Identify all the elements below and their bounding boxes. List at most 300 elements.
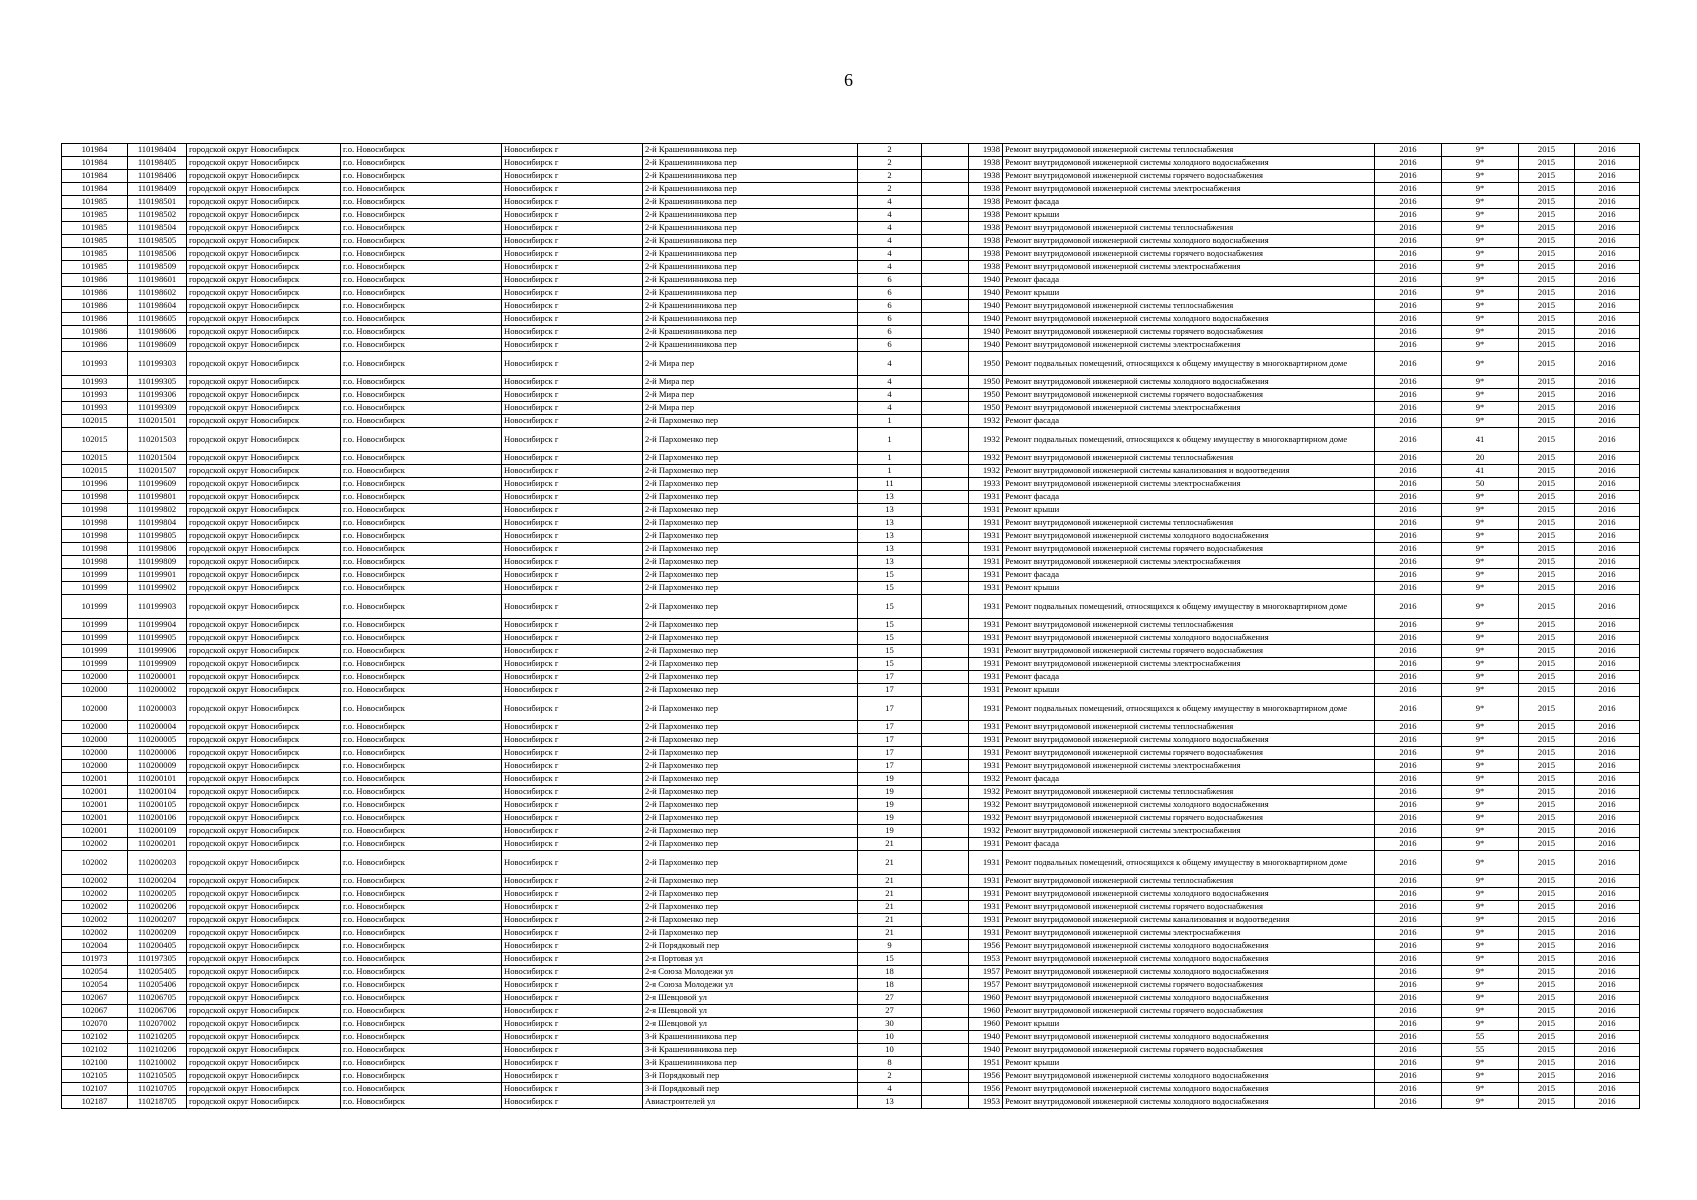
start-year-cell: 2015 [1519,747,1575,760]
building-cell [922,1031,969,1044]
district-cell: г.о. Новосибирск [341,543,502,556]
end-year-cell: 2016 [1575,851,1640,875]
build-year-cell: 1931 [969,582,1003,595]
build-year-cell: 1940 [969,313,1003,326]
plan-year-cell: 2016 [1375,261,1442,274]
municipality-cell: городской округ Новосибирск [187,157,341,170]
end-year-cell: 2016 [1575,465,1640,478]
work-id-cell: 110199903 [128,595,187,619]
build-year-cell: 1940 [969,326,1003,339]
city-cell: Новосибирск г [502,530,643,543]
house-id-cell: 102015 [62,428,128,452]
municipality-cell: городской округ Новосибирск [187,556,341,569]
table-row [62,183,1640,196]
work-id-cell: 110198501 [128,196,187,209]
house-id-cell: 101993 [62,352,128,376]
house-number-cell: 18 [858,979,922,992]
street-cell: 2-й Мира пер [643,376,858,389]
plan-year-cell: 2016 [1375,415,1442,428]
note-cell: 9* [1442,888,1519,901]
build-year-cell: 1951 [969,1057,1003,1070]
start-year-cell: 2015 [1519,875,1575,888]
plan-year-cell: 2016 [1375,504,1442,517]
start-year-cell: 2015 [1519,517,1575,530]
district-cell: г.о. Новосибирск [341,402,502,415]
note-cell: 9* [1442,402,1519,415]
city-cell: Новосибирск г [502,376,643,389]
end-year-cell: 2016 [1575,478,1640,491]
plan-year-cell: 2016 [1375,812,1442,825]
municipality-cell: городской округ Новосибирск [187,799,341,812]
work-type-cell: Ремонт внутридомовой инженерной системы электроснабжения [1003,339,1375,352]
note-cell: 9* [1442,684,1519,697]
street-cell: 2-й Мира пер [643,352,858,376]
table-row [62,376,1640,389]
plan-year-cell: 2016 [1375,402,1442,415]
end-year-cell: 2016 [1575,875,1640,888]
street-cell: 2-й Пархоменко пер [643,452,858,465]
start-year-cell: 2015 [1519,1005,1575,1018]
house-id-cell: 102001 [62,825,128,838]
build-year-cell: 1938 [969,222,1003,235]
build-year-cell: 1938 [969,144,1003,157]
build-year-cell: 1957 [969,979,1003,992]
build-year-cell: 1931 [969,927,1003,940]
end-year-cell: 2016 [1575,543,1640,556]
house-number-cell: 18 [858,966,922,979]
end-year-cell: 2016 [1575,992,1640,1005]
city-cell: Новосибирск г [502,274,643,287]
build-year-cell: 1938 [969,261,1003,274]
end-year-cell: 2016 [1575,1096,1640,1109]
note-cell: 9* [1442,966,1519,979]
table-row [62,773,1640,786]
note-cell: 41 [1442,428,1519,452]
building-cell [922,389,969,402]
house-id-cell: 101998 [62,556,128,569]
work-type-cell: Ремонт внутридомовой инженерной системы холодного водоснабжения [1003,1031,1375,1044]
city-cell: Новосибирск г [502,352,643,376]
plan-year-cell: 2016 [1375,595,1442,619]
plan-year-cell: 2016 [1375,300,1442,313]
district-cell: г.о. Новосибирск [341,428,502,452]
city-cell: Новосибирск г [502,595,643,619]
build-year-cell: 1940 [969,1031,1003,1044]
note-cell: 9* [1442,274,1519,287]
plan-year-cell: 2016 [1375,1044,1442,1057]
house-number-cell: 10 [858,1044,922,1057]
building-cell [922,569,969,582]
work-type-cell: Ремонт внутридомовой инженерной системы теплоснабжения [1003,300,1375,313]
municipality-cell: городской округ Новосибирск [187,452,341,465]
note-cell: 9* [1442,196,1519,209]
house-id-cell: 101996 [62,478,128,491]
district-cell: г.о. Новосибирск [341,170,502,183]
house-number-cell: 15 [858,645,922,658]
end-year-cell: 2016 [1575,326,1640,339]
municipality-cell: городской округ Новосибирск [187,940,341,953]
table-row [62,1018,1640,1031]
house-number-cell: 21 [858,914,922,927]
district-cell: г.о. Новосибирск [341,491,502,504]
plan-year-cell: 2016 [1375,352,1442,376]
start-year-cell: 2015 [1519,671,1575,684]
house-number-cell: 1 [858,428,922,452]
table-row [62,747,1640,760]
start-year-cell: 2015 [1519,1031,1575,1044]
plan-year-cell: 2016 [1375,389,1442,402]
end-year-cell: 2016 [1575,838,1640,851]
end-year-cell: 2016 [1575,556,1640,569]
house-id-cell: 101986 [62,326,128,339]
district-cell: г.о. Новосибирск [341,734,502,747]
house-number-cell: 17 [858,671,922,684]
building-cell [922,530,969,543]
note-cell: 9* [1442,619,1519,632]
note-cell: 9* [1442,376,1519,389]
house-id-cell: 102015 [62,465,128,478]
end-year-cell: 2016 [1575,773,1640,786]
table-row [62,582,1640,595]
city-cell: Новосибирск г [502,888,643,901]
start-year-cell: 2015 [1519,838,1575,851]
building-cell [922,697,969,721]
municipality-cell: городской округ Новосибирск [187,1044,341,1057]
work-id-cell: 110200101 [128,773,187,786]
work-type-cell: Ремонт фасада [1003,671,1375,684]
end-year-cell: 2016 [1575,747,1640,760]
house-id-cell: 101999 [62,582,128,595]
municipality-cell: городской округ Новосибирск [187,1070,341,1083]
house-id-cell: 102015 [62,452,128,465]
house-id-cell: 102001 [62,786,128,799]
street-cell: 2-й Пархоменко пер [643,517,858,530]
municipality-cell: городской округ Новосибирск [187,428,341,452]
table-row [62,1005,1640,1018]
start-year-cell: 2015 [1519,734,1575,747]
plan-year-cell: 2016 [1375,222,1442,235]
note-cell: 9* [1442,222,1519,235]
table-row [62,992,1640,1005]
house-id-cell: 101998 [62,517,128,530]
plan-year-cell: 2016 [1375,1096,1442,1109]
district-cell: г.о. Новосибирск [341,773,502,786]
build-year-cell: 1931 [969,888,1003,901]
district-cell: г.о. Новосибирск [341,1096,502,1109]
street-cell: 2-й Крашенинникова пер [643,235,858,248]
plan-year-cell: 2016 [1375,747,1442,760]
building-cell [922,940,969,953]
house-number-cell: 17 [858,697,922,721]
work-id-cell: 110198405 [128,157,187,170]
house-number-cell: 4 [858,222,922,235]
city-cell: Новосибирск г [502,619,643,632]
start-year-cell: 2015 [1519,556,1575,569]
district-cell: г.о. Новосибирск [341,851,502,875]
municipality-cell: городской округ Новосибирск [187,838,341,851]
municipality-cell: городской округ Новосибирск [187,415,341,428]
city-cell: Новосибирск г [502,556,643,569]
building-cell [922,953,969,966]
building-cell [922,1083,969,1096]
street-cell: 2-й Пархоменко пер [643,569,858,582]
city-cell: Новосибирск г [502,825,643,838]
municipality-cell: городской округ Новосибирск [187,235,341,248]
plan-year-cell: 2016 [1375,851,1442,875]
work-id-cell: 110205405 [128,966,187,979]
city-cell: Новосибирск г [502,1083,643,1096]
end-year-cell: 2016 [1575,183,1640,196]
municipality-cell: городской округ Новосибирск [187,825,341,838]
build-year-cell: 1931 [969,914,1003,927]
end-year-cell: 2016 [1575,901,1640,914]
plan-year-cell: 2016 [1375,274,1442,287]
street-cell: 2-й Пархоменко пер [643,645,858,658]
house-number-cell: 4 [858,1083,922,1096]
building-cell [922,671,969,684]
street-cell: 2-й Пархоменко пер [643,851,858,875]
building-cell [922,504,969,517]
district-cell: г.о. Новосибирск [341,287,502,300]
house-number-cell: 2 [858,183,922,196]
work-id-cell: 110199303 [128,352,187,376]
building-cell [922,415,969,428]
street-cell: 2-й Пархоменко пер [643,734,858,747]
start-year-cell: 2015 [1519,773,1575,786]
district-cell: г.о. Новосибирск [341,1018,502,1031]
plan-year-cell: 2016 [1375,1018,1442,1031]
plan-year-cell: 2016 [1375,326,1442,339]
district-cell: г.о. Новосибирск [341,313,502,326]
house-id-cell: 102067 [62,992,128,1005]
city-cell: Новосибирск г [502,1044,643,1057]
table-row [62,734,1640,747]
note-cell: 9* [1442,300,1519,313]
street-cell: 2-я Союза Молодежи ул [643,966,858,979]
house-number-cell: 6 [858,300,922,313]
plan-year-cell: 2016 [1375,1083,1442,1096]
plan-year-cell: 2016 [1375,953,1442,966]
work-type-cell: Ремонт фасада [1003,274,1375,287]
district-cell: г.о. Новосибирск [341,1031,502,1044]
start-year-cell: 2015 [1519,248,1575,261]
work-type-cell: Ремонт внутридомовой инженерной системы холодного водоснабжения [1003,1070,1375,1083]
house-number-cell: 4 [858,196,922,209]
work-type-cell: Ремонт фасада [1003,196,1375,209]
note-cell: 9* [1442,734,1519,747]
house-id-cell: 102000 [62,684,128,697]
start-year-cell: 2015 [1519,812,1575,825]
building-cell [922,979,969,992]
municipality-cell: городской округ Новосибирск [187,465,341,478]
note-cell: 9* [1442,352,1519,376]
house-id-cell: 102002 [62,888,128,901]
house-number-cell: 19 [858,825,922,838]
work-type-cell: Ремонт внутридомовой инженерной системы холодного водоснабжения [1003,734,1375,747]
house-id-cell: 102000 [62,734,128,747]
plan-year-cell: 2016 [1375,697,1442,721]
end-year-cell: 2016 [1575,144,1640,157]
city-cell: Новосибирск г [502,144,643,157]
work-type-cell: Ремонт крыши [1003,287,1375,300]
build-year-cell: 1950 [969,352,1003,376]
work-id-cell: 110200009 [128,760,187,773]
table-row [62,209,1640,222]
district-cell: г.о. Новосибирск [341,760,502,773]
start-year-cell: 2015 [1519,313,1575,326]
house-id-cell: 101984 [62,144,128,157]
building-cell [922,196,969,209]
end-year-cell: 2016 [1575,491,1640,504]
municipality-cell: городской округ Новосибирск [187,1018,341,1031]
house-number-cell: 15 [858,658,922,671]
district-cell: г.о. Новосибирск [341,376,502,389]
district-cell: г.о. Новосибирск [341,261,502,274]
table-row [62,402,1640,415]
house-number-cell: 4 [858,389,922,402]
building-cell [922,248,969,261]
start-year-cell: 2015 [1519,786,1575,799]
house-id-cell: 101984 [62,157,128,170]
municipality-cell: городской округ Новосибирск [187,851,341,875]
street-cell: 2-я Союза Молодежи ул [643,979,858,992]
street-cell: 2-й Пархоменко пер [643,901,858,914]
end-year-cell: 2016 [1575,376,1640,389]
district-cell: г.о. Новосибирск [341,248,502,261]
end-year-cell: 2016 [1575,721,1640,734]
municipality-cell: городской округ Новосибирск [187,992,341,1005]
note-cell: 9* [1442,313,1519,326]
city-cell: Новосибирск г [502,927,643,940]
plan-year-cell: 2016 [1375,376,1442,389]
end-year-cell: 2016 [1575,504,1640,517]
table-row [62,1044,1640,1057]
city-cell: Новосибирск г [502,734,643,747]
municipality-cell: городской округ Новосибирск [187,287,341,300]
work-id-cell: 110198604 [128,300,187,313]
city-cell: Новосибирск г [502,838,643,851]
street-cell: 2-й Пархоменко пер [643,773,858,786]
house-id-cell: 101984 [62,183,128,196]
work-type-cell: Ремонт внутридомовой инженерной системы электроснабжения [1003,402,1375,415]
house-number-cell: 21 [858,875,922,888]
building-cell [922,287,969,300]
municipality-cell: городской округ Новосибирск [187,773,341,786]
work-id-cell: 110199805 [128,530,187,543]
street-cell: 2-й Пархоменко пер [643,478,858,491]
work-type-cell: Ремонт внутридомовой инженерной системы горячего водоснабжения [1003,901,1375,914]
house-number-cell: 17 [858,747,922,760]
building-cell [922,465,969,478]
end-year-cell: 2016 [1575,402,1640,415]
start-year-cell: 2015 [1519,1057,1575,1070]
municipality-cell: городской округ Новосибирск [187,786,341,799]
note-cell: 9* [1442,992,1519,1005]
city-cell: Новосибирск г [502,697,643,721]
start-year-cell: 2015 [1519,157,1575,170]
city-cell: Новосибирск г [502,287,643,300]
note-cell: 9* [1442,825,1519,838]
build-year-cell: 1960 [969,1005,1003,1018]
house-id-cell: 101985 [62,196,128,209]
district-cell: г.о. Новосибирск [341,697,502,721]
district-cell: г.о. Новосибирск [341,352,502,376]
house-number-cell: 19 [858,773,922,786]
build-year-cell: 1932 [969,786,1003,799]
table-row [62,632,1640,645]
district-cell: г.о. Новосибирск [341,979,502,992]
build-year-cell: 1931 [969,671,1003,684]
city-cell: Новосибирск г [502,901,643,914]
building-cell [922,478,969,491]
house-number-cell: 6 [858,313,922,326]
street-cell: 2-я Портовая ул [643,953,858,966]
district-cell: г.о. Новосибирск [341,914,502,927]
work-type-cell: Ремонт внутридомовой инженерной системы холодного водоснабжения [1003,888,1375,901]
city-cell: Новосибирск г [502,582,643,595]
build-year-cell: 1938 [969,248,1003,261]
district-cell: г.о. Новосибирск [341,582,502,595]
note-cell: 9* [1442,645,1519,658]
start-year-cell: 2015 [1519,352,1575,376]
note-cell: 50 [1442,478,1519,491]
start-year-cell: 2015 [1519,645,1575,658]
municipality-cell: городской округ Новосибирск [187,1083,341,1096]
plan-year-cell: 2016 [1375,339,1442,352]
work-id-cell: 110198409 [128,183,187,196]
municipality-cell: городской округ Новосибирск [187,209,341,222]
municipality-cell: городской округ Новосибирск [187,274,341,287]
start-year-cell: 2015 [1519,389,1575,402]
street-cell: 2-й Пархоменко пер [643,465,858,478]
municipality-cell: городской округ Новосибирск [187,582,341,595]
build-year-cell: 1931 [969,760,1003,773]
work-type-cell: Ремонт внутридомовой инженерной системы холодного водоснабжения [1003,235,1375,248]
district-cell: г.о. Новосибирск [341,274,502,287]
city-cell: Новосибирск г [502,569,643,582]
build-year-cell: 1956 [969,1083,1003,1096]
start-year-cell: 2015 [1519,582,1575,595]
plan-year-cell: 2016 [1375,287,1442,300]
city-cell: Новосибирск г [502,786,643,799]
house-id-cell: 101998 [62,543,128,556]
municipality-cell: городской округ Новосибирск [187,402,341,415]
city-cell: Новосибирск г [502,543,643,556]
building-cell [922,595,969,619]
work-type-cell: Ремонт фасада [1003,569,1375,582]
district-cell: г.о. Новосибирск [341,235,502,248]
note-cell: 9* [1442,491,1519,504]
work-id-cell: 110198606 [128,326,187,339]
building-cell [922,888,969,901]
note-cell: 9* [1442,326,1519,339]
end-year-cell: 2016 [1575,530,1640,543]
table-row [62,339,1640,352]
end-year-cell: 2016 [1575,940,1640,953]
building-cell [922,274,969,287]
city-cell: Новосибирск г [502,170,643,183]
house-number-cell: 1 [858,465,922,478]
work-id-cell: 110199905 [128,632,187,645]
city-cell: Новосибирск г [502,491,643,504]
work-type-cell: Ремонт внутридомовой инженерной системы горячего водоснабжения [1003,389,1375,402]
street-cell: 2-й Крашенинникова пер [643,313,858,326]
district-cell: г.о. Новосибирск [341,1057,502,1070]
district-cell: г.о. Новосибирск [341,875,502,888]
plan-year-cell: 2016 [1375,452,1442,465]
start-year-cell: 2015 [1519,658,1575,671]
building-cell [922,760,969,773]
